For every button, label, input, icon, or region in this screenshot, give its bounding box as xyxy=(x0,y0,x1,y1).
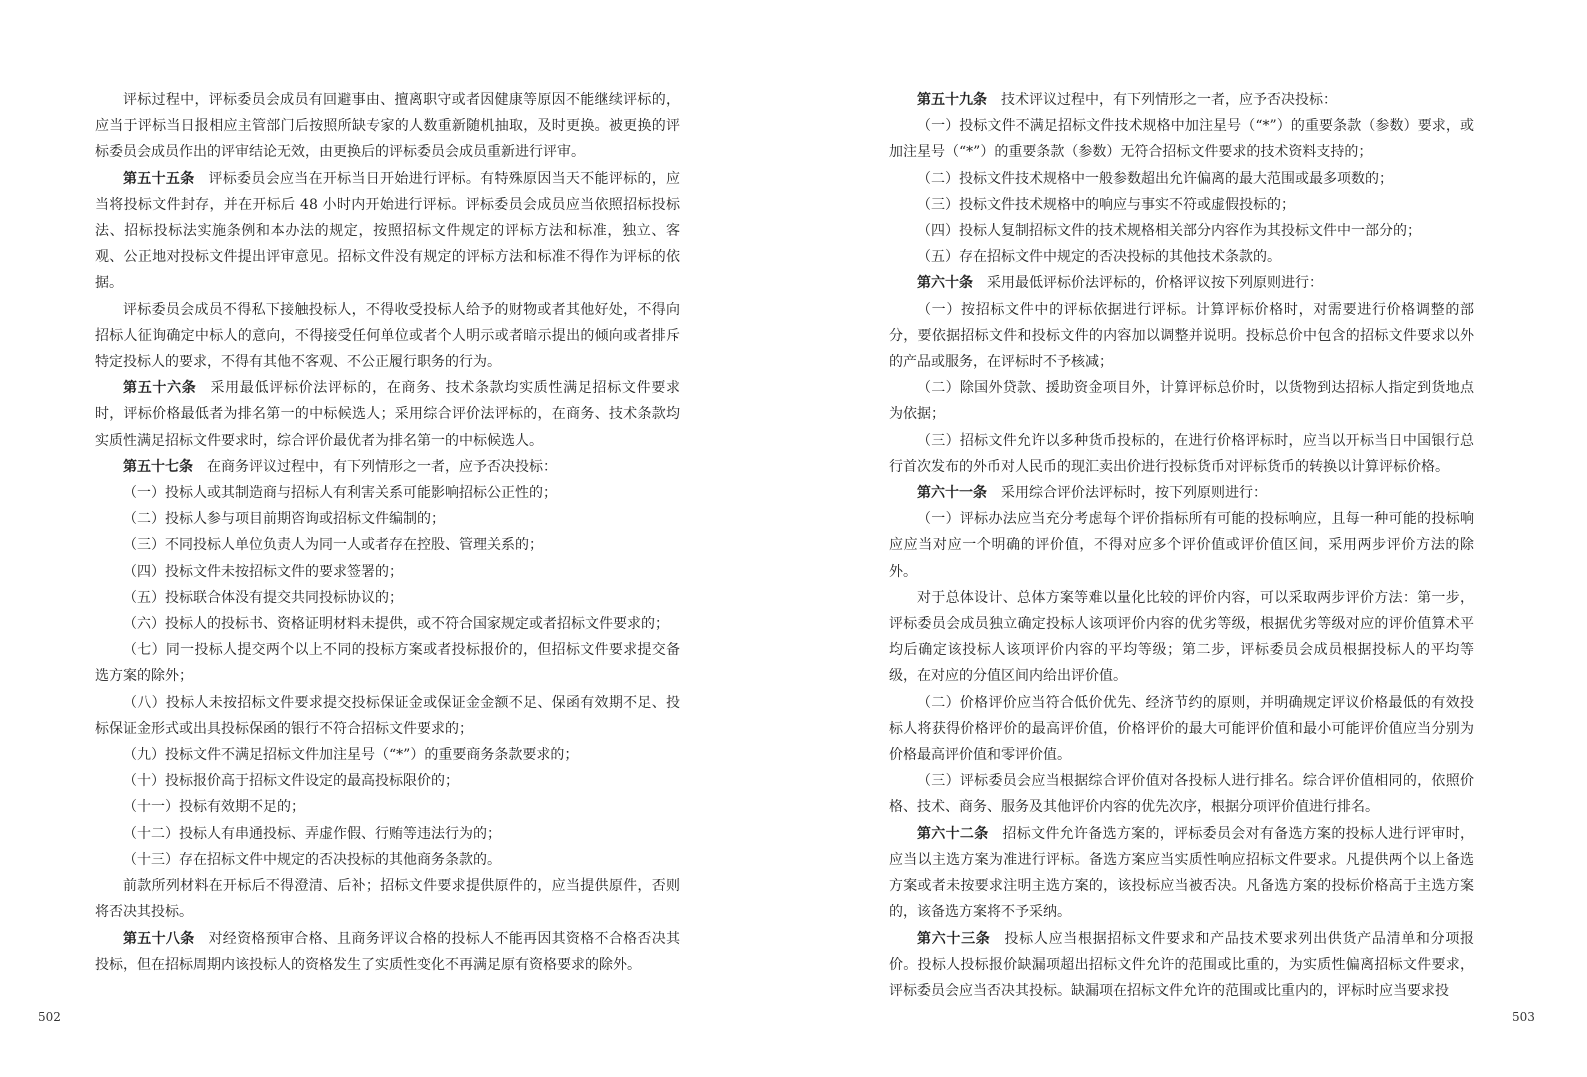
paragraph xyxy=(95,585,680,611)
right-page-number: 503 xyxy=(1512,1010,1535,1024)
paragraph xyxy=(889,690,1474,769)
paragraph-text: （五）投标联合体没有提交共同投标协议的； xyxy=(123,589,403,606)
paragraph xyxy=(95,375,680,454)
paragraph-text: （三）投标文件技术规格中的响应与事实不符或虚假投标的； xyxy=(917,196,1295,213)
paragraph xyxy=(95,690,680,742)
right-page-body xyxy=(889,87,1474,1004)
paragraph-text: 投标人应当根据招标文件要求和产品技术要求列出供货产品清单和分项报价。投标人投标报价缺漏项超出招标文件允许的范围或比重的，为实质性偏离招标文件要求，评标委员会应当否决其投标。缺漏项在招标文件允许的范围或比重内的，评标时应当要求投 xyxy=(889,930,1475,999)
article-number: 第六十三条 xyxy=(917,930,991,947)
paragraph xyxy=(889,821,1474,926)
paragraph xyxy=(95,926,680,978)
left-page-body xyxy=(95,87,680,978)
paragraph xyxy=(95,480,680,506)
article-number: 第五十七条 xyxy=(123,458,193,475)
article-number: 第五十八条 xyxy=(123,930,195,947)
paragraph xyxy=(95,611,680,637)
article-number: 第五十六条 xyxy=(123,380,197,397)
paragraph xyxy=(95,454,680,480)
paragraph xyxy=(95,532,680,558)
paragraph xyxy=(95,873,680,925)
paragraph-text: （十三）存在招标文件中规定的否决投标的其他商务条款的。 xyxy=(123,851,501,868)
paragraph xyxy=(95,768,680,794)
paragraph-text: 采用综合评价法评标时，按下列原则进行： xyxy=(1001,485,1267,502)
paragraph-text: （九）投标文件不满足招标文件加注星号（“*”）的重要商务条款要求的； xyxy=(123,747,579,764)
paragraph xyxy=(95,847,680,873)
paragraph-text: （七）同一投标人提交两个以上不同的投标方案或者投标报价的，但招标文件要求提交备选方案的除外； xyxy=(95,642,680,685)
paragraph xyxy=(889,768,1474,820)
paragraph-text: （十二）投标人有串通投标、弄虚作假、行贿等违法行为的； xyxy=(123,825,501,842)
paragraph-text: 技术评议过程中，有下列情形之一者，应予否决投标： xyxy=(1001,92,1337,108)
paragraph-text: （二）投标人参与项目前期咨询或招标文件编制的； xyxy=(123,511,445,528)
article-number: 第六十二条 xyxy=(917,825,989,842)
paragraph-text: （四）投标文件未按招标文件的要求签署的； xyxy=(123,563,403,580)
paragraph xyxy=(95,297,680,376)
paragraph xyxy=(95,166,680,297)
paragraph-text: 采用最低评标价法评标的，价格评议按下列原则进行： xyxy=(987,275,1323,292)
paragraph-text: 招标文件允许备选方案的，评标委员会对有备选方案的投标人进行评审时，应当以主选方案为准进行评标。备选方案应当实质性响应招标文件要求。凡提供两个以上备选方案或者未按要求注明主选方案的，该投标应当被否决。凡备选方案的投标价格高于主选方案的，该备选方案将不予采纳。 xyxy=(889,825,1475,921)
paragraph-text: 采用最低评标价法评标的，在商务、技术条款均实质性满足招标文件要求时，评标价格最低者为排名第一的中标候选人；采用综合评价法评标的，在商务、技术条款均实质性满足招标文件要求时，综合评价最优者为排名第一的中标候选人。 xyxy=(95,380,681,449)
paragraph xyxy=(95,637,680,689)
paragraph xyxy=(889,926,1474,1005)
paragraph xyxy=(889,166,1474,192)
paragraph xyxy=(889,506,1474,585)
paragraph-text: 评标委员会应当在开标当日开始进行评标。有特殊原因当天不能评标的，应当将投标文件封存，并在开标后 48 小时内开始进行评标。评标委员会成员应当依照招标投标法、招标投标法实施条例和本办法的规定，按照招标文件规定的评标方法和标准，独立、客观、公正地对投标文件提出评审意见。招标文件没有规定的评标方法和标准不得作为评标的依据。 xyxy=(95,170,681,292)
paragraph xyxy=(889,297,1474,376)
paragraph xyxy=(889,244,1474,270)
paragraph-text: 评标委员会成员不得私下接触投标人，不得收受投标人给予的财物或者其他好处，不得向招标人征询确定中标人的意向，不得接受任何单位或者个人明示或者暗示提出的倾向或者排斥特定投标人的要求，不得有其他不客观、不公正履行职务的行为。 xyxy=(95,301,680,371)
paragraph-text: （五）存在招标文件中规定的否决投标的其他技术条款的。 xyxy=(917,249,1281,266)
paragraph xyxy=(95,87,680,166)
paragraph xyxy=(95,559,680,585)
article-number: 第五十五条 xyxy=(123,170,195,187)
paragraph-text: （二）除国外贷款、援助资金项目外，计算评标总价时，以货物到达招标人指定到货地点为依据； xyxy=(889,380,1474,423)
paragraph-text: （六）投标人的投标书、资格证明材料未提供，或不符合国家规定或者招标文件要求的； xyxy=(123,616,669,633)
paragraph-text: （三）评标委员会应当根据综合评价值对各投标人进行排名。综合评价值相同的，依照价格、技术、商务、服务及其他评价内容的优先次序，根据分项评价值进行排名。 xyxy=(889,773,1474,816)
paragraph xyxy=(889,480,1474,506)
paragraph xyxy=(889,218,1474,244)
paragraph-text: （一）评标办法应当充分考虑每个评价指标所有可能的投标响应，且每一种可能的投标响应应当对应一个明确的评价值，不得对应多个评价值或评价值区间，采用两步评价方法的除外。 xyxy=(889,511,1474,580)
paragraph xyxy=(889,375,1474,427)
paragraph-text: 对经资格预审合格、且商务评议合格的投标人不能再因其资格不合格否决其投标，但在招标周期内该投标人的资格发生了实质性变化不再满足原有资格要求的除外。 xyxy=(95,930,681,973)
paragraph xyxy=(889,428,1474,480)
article-number: 第五十九条 xyxy=(917,92,987,108)
paragraph-text: 前款所列材料在开标后不得澄清、后补；招标文件要求提供原件的，应当提供原件，否则将否决其投标。 xyxy=(95,878,680,921)
article-number: 第六十一条 xyxy=(917,485,987,502)
paragraph-text: （三）不同投标人单位负责人为同一人或者存在控股、管理关系的； xyxy=(123,537,543,554)
paragraph xyxy=(889,270,1474,296)
paragraph-text: 在商务评议过程中，有下列情形之一者，应予否决投标： xyxy=(207,458,557,475)
paragraph-text: （三）招标文件允许以多种货币投标的，在进行价格评标时，应当以开标当日中国银行总行首次发布的外币对人民币的现汇卖出价进行投标货币对评标货币的转换以计算评标价格。 xyxy=(889,432,1474,475)
paragraph xyxy=(95,742,680,768)
paragraph-text: （八）投标人未按招标文件要求提交投标保证金或保证金金额不足、保函有效期不足、投标保证金形式或出具投标保函的银行不符合招标文件要求的； xyxy=(95,694,680,737)
paragraph-text: （一）投标文件不满足招标文件技术规格中加注星号（“*”）的重要条款（参数）要求，或加注星号（“*”）的重要条款（参数）无符合招标文件要求的技术资料支持的； xyxy=(889,118,1474,161)
left-page-number: 502 xyxy=(38,1010,61,1024)
paragraph xyxy=(95,506,680,532)
paragraph-text: （一）投标人或其制造商与招标人有利害关系可能影响招标公正性的； xyxy=(123,485,557,502)
paragraph-text: （十一）投标有效期不足的； xyxy=(123,799,305,816)
paragraph-text: （二）价格评价应当符合低价优先、经济节约的原则，并明确规定评议价格最低的有效投标人将获得价格评价的最高评价值，价格评价的最大可能评价值和最小可能评价值应当分别为价格最高评价值和零评价值。 xyxy=(889,694,1474,764)
paragraph xyxy=(95,794,680,820)
paragraph xyxy=(889,113,1474,165)
paragraph xyxy=(889,192,1474,218)
paragraph-text: 评标过程中，评标委员会成员有回避事由、擅离职守或者因健康等原因不能继续评标的，应当于评标当日报相应主管部门后按照所缺专家的人数重新随机抽取，及时更换。被更换的评标委员会成员作出的评审结论无效，由更换后的评标委员会成员重新进行评审。 xyxy=(95,92,680,161)
paragraph-text: （十）投标报价高于招标文件设定的最高投标限价的； xyxy=(123,773,459,790)
paragraph-text: （四）投标人复制招标文件的技术规格相关部分内容作为其投标文件中一部分的； xyxy=(917,223,1421,240)
paragraph-text: （一）按招标文件中的评标依据进行评标。计算评标价格时，对需要进行价格调整的部分，要依据招标文件和投标文件的内容加以调整并说明。投标总价中包含的招标文件要求以外的产品或服务，在评标时不予核减； xyxy=(889,301,1474,371)
paragraph xyxy=(95,821,680,847)
paragraph xyxy=(889,585,1474,690)
paragraph xyxy=(889,87,1474,113)
article-number: 第六十条 xyxy=(917,275,973,292)
paragraph-text: （二）投标文件技术规格中一般参数超出允许偏离的最大范围或最多项数的； xyxy=(917,170,1393,187)
paragraph-text: 对于总体设计、总体方案等难以量化比较的评价内容，可以采取两步评价方法：第一步，评标委员会成员独立确定投标人该项评价内容的优劣等级，根据优劣等级对应的评价值算术平均后确定该投标人该项评价内容的平均等级；第二步，评标委员会成员根据投标人的平均等级，在对应的分值区间内给出评价值。 xyxy=(889,589,1474,685)
